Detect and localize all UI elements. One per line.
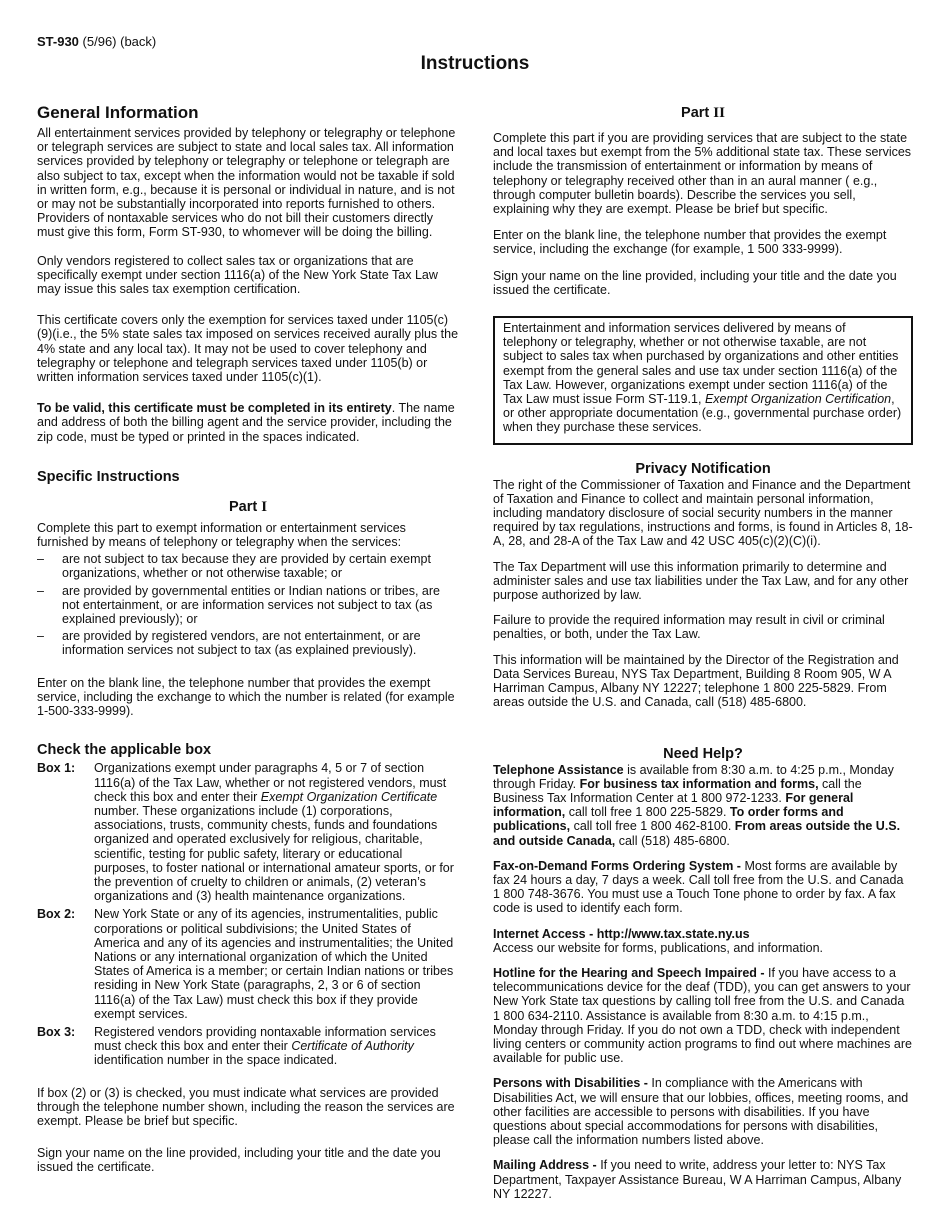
form-id: ST-930: [37, 34, 79, 49]
privacy-paragraph-1: The right of the Commissioner of Taxation and Finance and the Department of Taxation and Finance to collect and maintain personal information, including mandatory disclosure of social security numbers in the manner required by tax regulations, instructions and forms, is found in Articles 8, 18-A, 28, and 28-A of the Tax Law and 42 USC 405(c)(2)(C)(i).: [493, 477, 913, 549]
general-information-heading: General Information: [37, 103, 199, 122]
right-column: [493, 103, 913, 1201]
privacy-paragraph-2: The Tax Department will use this information primarily to determine and administer sales and use tax liabilities under the Tax Law, and for any other purpose authorized by law.: [493, 559, 909, 603]
general-paragraph-1: All entertainment services provided by telephony or telegraphy or telephone or telegraph services are subject to state and local sales tax. All information services provided by telephony or telegraphy or telephone or telegraph are also subject to tax, except when the information would not be taxable if sold in written form, e.g., because it is personal or individual in nature, and is not or may not be substantially incorporated into reports furnished to others. Providers of nontaxable services who do not bill their customers directly must give this form, Form ST-930, to whomever will be doing the billing.: [37, 126, 456, 240]
part-2-word: Part: [681, 105, 710, 121]
form-revision: (5/96) (back): [82, 34, 157, 49]
box-1-text: Organizations exempt under paragraphs 4, 5 or 7 of section 1116(a) of the Tax Law, whether or not registered vendors, must check this box and enter their Exempt Organization Certificate number. These organizations include (1) corporations, associations, trusts, community chests, funds and foundations organized and operated exclusively for religious, charitable, scientific, testing for public safety, literary or educational purposes, to foster national or international amateur sports, or for the prevention of cruelty to children or animals, (2) veteran’s organizations and (3) health maintenance organizations.: [94, 761, 454, 904]
part-1-word: Part: [228, 498, 258, 515]
part-1-number: I: [261, 498, 268, 515]
fax-on-demand: Fax-on-Demand Forms Ordering System - Most forms are available by fax 24 hours a day, 7 days a week. Call toll free from the U.S. and Canada 1 800 748-3676. You must use a Touch Tone phone to order by fax. A fax code is used to identify each form.: [493, 858, 904, 916]
need-help-heading: Need Help?: [663, 745, 743, 762]
dash-bullet: –: [37, 629, 44, 644]
box-2-text: New York State or any of its agencies, instrumentalities, public corporations or political subdivisions; the United States of America and any of its agencies and instrumentalities; the United Nations or any international organization of which the United States of America is a member; or certain Indian nations or tribes residing in New York State (paragraphs, 2, 3 or 6 of section 1116(a) of the Tax Law) must check this box if they provide exempt services.: [94, 907, 454, 1021]
general-paragraph-2: Only vendors registered to collect sales tax or organizations that are specifically exempt under section 1116(a) of the New York State Tax Law may issue this sales tax exemption certification.: [37, 253, 438, 297]
list-item: [37, 552, 459, 580]
specific-instructions-heading: Specific Instructions: [37, 468, 180, 485]
part-2-number: II: [713, 105, 725, 121]
part-2-heading: [493, 104, 913, 122]
mailing-address: Mailing Address - If you need to write, address your letter to: NYS Tax Department, Taxpayer Assistance Bureau, W A Harriman Campus, Albany NY 12227.: [493, 1158, 902, 1201]
part-1-phone-instruction: Enter on the blank line, the telephone number that provides the exempt service, including the exchange to which the number is related (for example 1-500-333-9999).: [37, 675, 455, 719]
internet-access: Internet Access - http://www.tax.state.ny.us Access our website for forms, publications, and information.: [493, 926, 824, 955]
privacy-paragraph-4: This information will be maintained by the Director of the Registration and Data Services Bureau, NYS Tax Department, Building 8 Room 905, W A Harriman Campus, Albany NY 12227; telephone 1 800 225-5829. From areas outside the U.S. and Canada, call (518) 485-6800.: [493, 652, 899, 710]
list-item: [37, 584, 459, 627]
part-2-paragraph-3: Sign your name on the line provided, including your title and the date you issued the certificate.: [493, 268, 897, 297]
box-3-label: Box 3:: [37, 1024, 76, 1039]
check-box-heading: Check the applicable box: [37, 742, 212, 759]
part-2-paragraph-1: Complete this part if you are providing services that are subject to the state and local taxes but exempt from the 5% additional state tax. These services include the transmission of entertainment or information by means of telephony or telegraphy received other than in an aural manner ( e.g., through computer bulletin boards). Describe the services you sell, explaining why they are exempt. Please be brief but specific.: [493, 131, 912, 217]
sign-instruction: Sign your name on the line provided, including your title and the date you issued the certificate.: [37, 1146, 441, 1175]
privacy-heading: Privacy Notification: [635, 460, 771, 477]
notice-text: Entertainment and information services delivered by means of telephony or telegraphy, whether or not otherwise taxable, are not subject to sales tax when purchased by organizations and other entities exempt from the general sales and use tax under section 1116(a) of the Tax Law. However, organizations exempt under section 1116(a) of the Tax Law must issue Form ST-119.1, Exempt Organization Certification, or other appropriate documentation (e.g., governmental purchase order) when they purchase these services.: [503, 321, 902, 435]
box-3-instruction: [37, 1025, 459, 1068]
page-title: Instructions: [420, 53, 530, 74]
telephone-assistance: Telephone Assistance is available from 8:30 a.m. to 4:25 p.m., Monday through Friday. For business tax information and forms, call the Business Tax Information Center at 1 800 972-1233. For general information, call toll free 1 800 225-5829. To order forms and publications, call toll free 1 800 462-8100. From areas outside the U.S. and outside Canada, call (518) 485-6800.: [493, 762, 901, 848]
box-2-label: Box 2:: [37, 907, 76, 922]
form-identifier: [37, 35, 156, 49]
left-column: [37, 103, 459, 1175]
dash-bullet: –: [37, 552, 44, 567]
dash-bullet: –: [37, 583, 44, 598]
list-item: [37, 629, 459, 657]
box-3-text: Registered vendors providing nontaxable information services must check this box and enter their Certificate of Authority identification number in the space indicated.: [94, 1024, 436, 1068]
privacy-paragraph-3: Failure to provide the required information may result in civil or criminal penalties, or both, under the Tax Law.: [493, 613, 885, 642]
box-1-label: Box 1:: [37, 761, 76, 776]
part-1-intro: Complete this part to exempt information or entertainment services furnished by means of telephony or telegraphy when the services:: [37, 520, 406, 550]
box-1-instruction: [37, 761, 459, 903]
validity-rest: . The name and address of both the billing agent and the service provider, including the zip code, must be typed or printed in the spaces indicated.: [37, 401, 455, 444]
box-2-3-instruction: If box (2) or (3) is checked, you must indicate what services are provided through the telephone number shown, including the reason the services are exempt. Please be brief but specific.: [37, 1085, 455, 1128]
list-item-text: are provided by governmental entities or Indian nations or tribes, are not entertainment, or are information services not subject to tax (as explained previously); or: [62, 583, 440, 627]
validity-bold: To be valid, this certificate must be completed in its entirety: [37, 401, 392, 416]
part-2-paragraph-2: Enter on the blank line, the telephone number that provides the exempt service, including the exchange (for example, 1 500 333-9999).: [493, 228, 887, 257]
persons-with-disabilities: Persons with Disabilities - In compliance with the Americans with Disabilities Act, we will ensure that our lobbies, offices, meeting rooms, and other facilities are accessible to persons with disabilities. If you have questions about special accommodations for persons with disabilities, please call the information numbers listed above.: [493, 1076, 909, 1148]
box-2-instruction: [37, 907, 459, 1021]
general-paragraph-3: This certificate covers only the exemption for services taxed under 1105(c)(9)(i.e., the 5% state sales tax imposed on services received aurally plus the 4% state and any local tax). It may not be used to cover telephony and telegraphy or telephone and telegraph services taxed under 1105(b) or written information services taxed under 1105(c)(1).: [37, 313, 459, 385]
validity-paragraph: [37, 401, 459, 444]
hearing-impaired-hotline: Hotline for the Hearing and Speech Impaired - If you have access to a telecommunications device for the deaf (TDD), you can get answers to your New York State tax questions by calling toll free from the U.S. and Canada 1 800 634-2110. Assistance is available from 8:30 a.m. to 4:15 p.m., Monday through Friday. If you do not own a TDD, check with independent living centers or community action programs to find out where machines are available for public use.: [493, 965, 912, 1066]
part-1-heading: [37, 498, 459, 516]
exempt-organization-notice: [493, 316, 913, 445]
list-item-text: are provided by registered vendors, are not entertainment, or are information services not subject to tax (as explained previously).: [62, 629, 421, 658]
list-item-text: are not subject to tax because they are provided by certain exempt organizations, whether or not otherwise taxable; or: [62, 552, 431, 581]
